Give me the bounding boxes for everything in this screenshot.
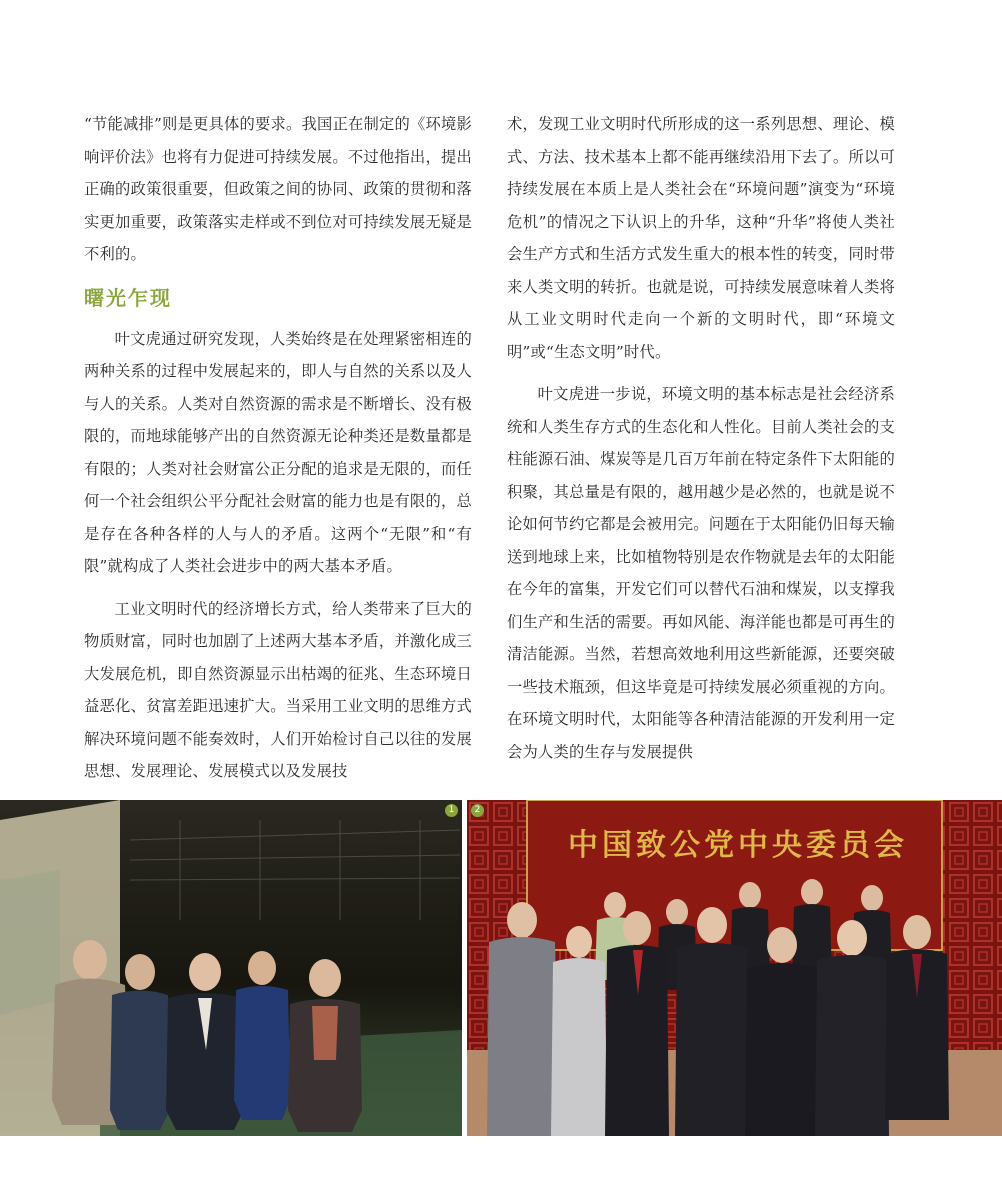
- left-column: [84, 108, 472, 798]
- left-paragraph-2: 叶文虎通过研究发现，人类始终是在处理紧密相连的两种关系的过程中发展起来的，即人与自然的关系以及人与人的关系。人类对自然资源的需求是不断增长、没有极限的，而地球能够产出的自然资源无论种类还是数量都是有限的；人类对社会财富公正分配的追求是无限的，而任何一个社会组织公平分配社会财富的能力也是有限的，总是存在各种各样的人与人的矛盾。这两个“无限”和“有限”就构成了人类社会进步中的两大基本矛盾。: [84, 329, 472, 575]
- banner-text: 中国致公党中央委员会: [568, 828, 908, 863]
- photo-2-number-badge: 2: [471, 804, 484, 817]
- right-paragraph-2: 叶文虎进一步说，环境文明的基本标志是社会经济系统和人类生存方式的生态化和人性化。目前人类社会的支柱能源石油、煤炭等是几百万年前在特定条件下太阳能的积聚，其总量是有限的，越用越少是必然的，也就是说不论如何节约它都是会被用完。问题在于太阳能仍旧每天输送到地球上来，比如植物特别是农作物就是去年的太阳能在今年的富集，开发它们可以替代石油和煤炭，以支撑我们生产和生活的需要。再如风能、海洋能也都是可再生的清洁能源。当然，若想高效地利用这些新能源，还要突破一些技术瓶颈，但这毕竟是可持续发展必须重视的方向。在环境文明时代，太阳能等各种清洁能源的开发利用一定会为人类的生存与发展提供: [507, 385, 895, 761]
- left-paragraph-3: 工业文明时代的经济增长方式，给人类带来了巨大的物质财富，同时也加剧了上述两大基本矛盾，并激化成三大发展危机，即自然资源显示出枯竭的征兆、生态环境日益恶化、贫富差距迅速扩大。当采用工业文明的思维方式解决环境问题不能奏效时，人们开始检讨自己以往的发展思想、发展理论、发展模式以及发展技: [84, 599, 472, 780]
- left-paragraph-1: “节能减排”则是更具体的要求。我国正在制定的《环境影响评价法》也将有力促进可持续发展。不过他指出，提出正确的政策很重要，但政策之间的协同、政策的贯彻和落实更加重要，政策落实走样或不到位对可持续发展无疑是不利的。: [84, 115, 472, 263]
- right-column: [507, 108, 895, 778]
- section-heading: 曙光乍现: [84, 285, 172, 310]
- photo-2-group-photo: [467, 800, 1002, 1136]
- right-paragraph-1: 术，发现工业文明时代所形成的这一系列思想、理论、模式、方法、技术基本上都不能再继续沿用下去了。所以可持续发展在本质上是人类社会在“环境问题”演变为“环境危机”的情况之下认识上的升华，这种“升华”将使人类社会生产方式和生活方式发生重大的根本性的转变，同时带来人类文明的转折。也就是说，可持续发展意味着人类将从工业文明时代走向一个新的文明时代，即“环境文明”或“生态文明”时代。: [507, 115, 895, 361]
- photo-1-group-of-five: [0, 800, 462, 1136]
- photo-1-illustration: [0, 800, 462, 1136]
- photo-1-number-badge: 1: [445, 804, 458, 817]
